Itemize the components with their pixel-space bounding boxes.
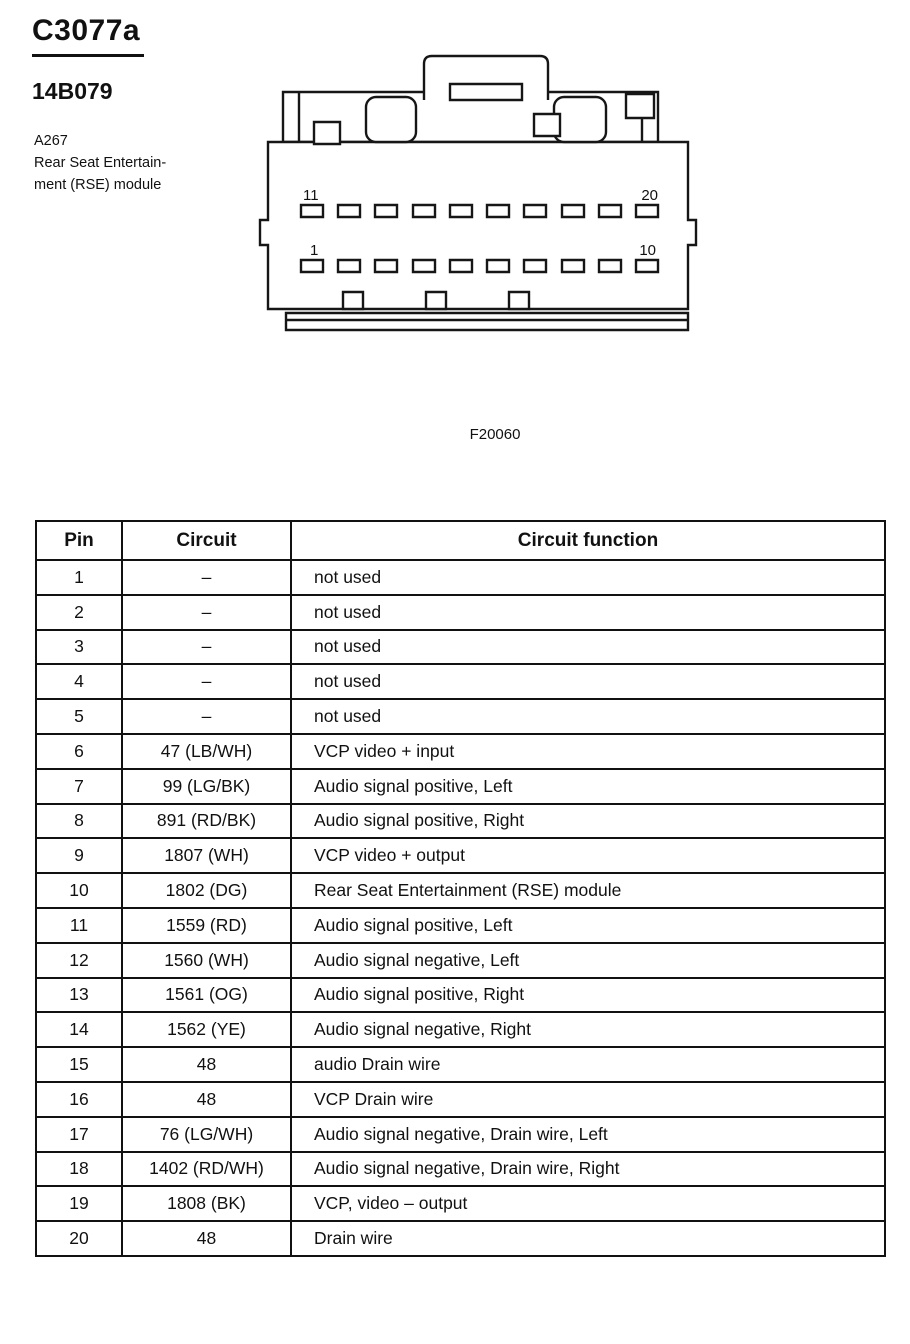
- pinout-row: [36, 699, 885, 734]
- circuit-function-cell: Audio signal positive, Left: [291, 769, 885, 804]
- pinout-row: [36, 560, 885, 595]
- connector-index-tab: [314, 122, 340, 144]
- pin-label-20: 20: [641, 187, 658, 204]
- component-description: [34, 130, 166, 196]
- connector-diagram: [258, 52, 708, 347]
- circuit-cell: 47 (LB/WH): [122, 734, 291, 769]
- pin-cavity: [301, 260, 323, 272]
- circuit-function-cell: Audio signal positive, Right: [291, 978, 885, 1013]
- connector-keying-post: [554, 97, 606, 142]
- circuit-function-cell: Rear Seat Entertainment (RSE) module: [291, 873, 885, 908]
- pinout-row: [36, 838, 885, 873]
- pin-cell: 14: [36, 1012, 122, 1047]
- circuit-function-cell: Audio signal negative, Drain wire, Right: [291, 1152, 885, 1187]
- circuit-cell: 1562 (YE): [122, 1012, 291, 1047]
- pin-cell: 11: [36, 908, 122, 943]
- connector-index-tab: [626, 94, 654, 118]
- pinout-table: [35, 520, 886, 1257]
- circuit-cell: 48: [122, 1221, 291, 1256]
- pin-cavity: [375, 260, 397, 272]
- pin-cell: 16: [36, 1082, 122, 1117]
- pinout-row: [36, 908, 885, 943]
- circuit-function-cell: VCP, video – output: [291, 1186, 885, 1221]
- pinout-row: [36, 1117, 885, 1152]
- figure-reference: F20060: [469, 426, 521, 443]
- circuit-cell: 1559 (RD): [122, 908, 291, 943]
- circuit-cell: –: [122, 630, 291, 665]
- connector-bottom-tab: [426, 292, 446, 309]
- circuit-cell: –: [122, 699, 291, 734]
- pin-cell: 2: [36, 595, 122, 630]
- pin-cavity: [562, 205, 584, 217]
- pin-cell: 19: [36, 1186, 122, 1221]
- connector-id-title: C3077a: [32, 14, 144, 57]
- pin-cavity: [599, 205, 621, 217]
- pin-cavity: [562, 260, 584, 272]
- circuit-function-cell: not used: [291, 560, 885, 595]
- pinout-row: [36, 1047, 885, 1082]
- column-header-circuit: Circuit: [122, 521, 291, 560]
- pin-cell: 7: [36, 769, 122, 804]
- circuit-cell: 1807 (WH): [122, 838, 291, 873]
- column-header-pin: Pin: [36, 521, 122, 560]
- pin-cell: 15: [36, 1047, 122, 1082]
- component-code: A267: [34, 133, 68, 149]
- pin-cell: 20: [36, 1221, 122, 1256]
- pin-cell: 3: [36, 630, 122, 665]
- pin-cell: 5: [36, 699, 122, 734]
- connector-index-tab: [534, 114, 560, 136]
- connector-bottom-tab: [343, 292, 363, 309]
- circuit-cell: 1402 (RD/WH): [122, 1152, 291, 1187]
- pinout-row: [36, 804, 885, 839]
- circuit-function-cell: Audio signal negative, Drain wire, Left: [291, 1117, 885, 1152]
- pin-label-10: 10: [639, 242, 656, 259]
- pin-cavity: [524, 205, 546, 217]
- pin-cell: 17: [36, 1117, 122, 1152]
- circuit-cell: 891 (RD/BK): [122, 804, 291, 839]
- pinout-row: [36, 630, 885, 665]
- pin-cavity: [375, 205, 397, 217]
- pin-cell: 1: [36, 560, 122, 595]
- pinout-row: [36, 595, 885, 630]
- pin-cavity: [413, 205, 435, 217]
- circuit-cell: –: [122, 664, 291, 699]
- circuit-function-cell: not used: [291, 595, 885, 630]
- pinout-row: [36, 1152, 885, 1187]
- pin-label-11: 11: [303, 187, 319, 204]
- pin-cavity: [450, 205, 472, 217]
- component-desc-line2: ment (RSE) module: [34, 177, 162, 193]
- pinout-row: [36, 1082, 885, 1117]
- pin-cell: 13: [36, 978, 122, 1013]
- pin-cavity: [524, 260, 546, 272]
- pinout-header-row: [36, 521, 885, 560]
- circuit-function-cell: not used: [291, 664, 885, 699]
- circuit-function-cell: Audio signal positive, Left: [291, 908, 885, 943]
- pin-cell: 12: [36, 943, 122, 978]
- circuit-function-cell: Audio signal negative, Left: [291, 943, 885, 978]
- pinout-row: [36, 734, 885, 769]
- circuit-function-cell: VCP video + input: [291, 734, 885, 769]
- connector-body: [260, 142, 696, 309]
- pin-cavity: [599, 260, 621, 272]
- circuit-function-cell: Drain wire: [291, 1221, 885, 1256]
- pinout-row: [36, 978, 885, 1013]
- pin-cell: 18: [36, 1152, 122, 1187]
- pinout-row: [36, 1012, 885, 1047]
- pin-cell: 6: [36, 734, 122, 769]
- pin-cell: 10: [36, 873, 122, 908]
- pinout-row: [36, 873, 885, 908]
- circuit-function-cell: Audio signal negative, Right: [291, 1012, 885, 1047]
- circuit-function-cell: not used: [291, 630, 885, 665]
- pin-cavity: [338, 260, 360, 272]
- circuit-function-cell: Audio signal positive, Right: [291, 804, 885, 839]
- connector-keying-post: [366, 97, 416, 142]
- circuit-cell: 1808 (BK): [122, 1186, 291, 1221]
- circuit-cell: 1561 (OG): [122, 978, 291, 1013]
- pin-cavity: [487, 260, 509, 272]
- circuit-cell: 1802 (DG): [122, 873, 291, 908]
- circuit-function-cell: audio Drain wire: [291, 1047, 885, 1082]
- pin-cavity: [636, 260, 658, 272]
- circuit-function-cell: VCP Drain wire: [291, 1082, 885, 1117]
- component-desc-line1: Rear Seat Entertain-: [34, 155, 167, 171]
- circuit-cell: 76 (LG/WH): [122, 1117, 291, 1152]
- connector-bottom-tab: [509, 292, 529, 309]
- pin-cavity: [301, 205, 323, 217]
- circuit-cell: –: [122, 595, 291, 630]
- circuit-function-cell: VCP video + output: [291, 838, 885, 873]
- pinout-row: [36, 664, 885, 699]
- pin-label-1: 1: [310, 242, 319, 259]
- part-number: 14B079: [32, 78, 113, 104]
- circuit-cell: 48: [122, 1047, 291, 1082]
- circuit-function-cell: not used: [291, 699, 885, 734]
- column-header-circuit-function: Circuit function: [291, 521, 885, 560]
- pinout-row: [36, 943, 885, 978]
- connector-latch-slot: [450, 84, 522, 100]
- pinout-row: [36, 769, 885, 804]
- circuit-cell: 1560 (WH): [122, 943, 291, 978]
- pin-cell: 4: [36, 664, 122, 699]
- circuit-cell: 48: [122, 1082, 291, 1117]
- pinout-row: [36, 1186, 885, 1221]
- pin-cell: 9: [36, 838, 122, 873]
- circuit-cell: 99 (LG/BK): [122, 769, 291, 804]
- pin-cavity: [413, 260, 435, 272]
- pin-cavity: [487, 205, 509, 217]
- pin-cavity: [450, 260, 472, 272]
- connector-flange: [286, 313, 688, 330]
- circuit-cell: –: [122, 560, 291, 595]
- pinout-row: [36, 1221, 885, 1256]
- pin-cell: 8: [36, 804, 122, 839]
- pin-cavity: [636, 205, 658, 217]
- pin-cavity: [338, 205, 360, 217]
